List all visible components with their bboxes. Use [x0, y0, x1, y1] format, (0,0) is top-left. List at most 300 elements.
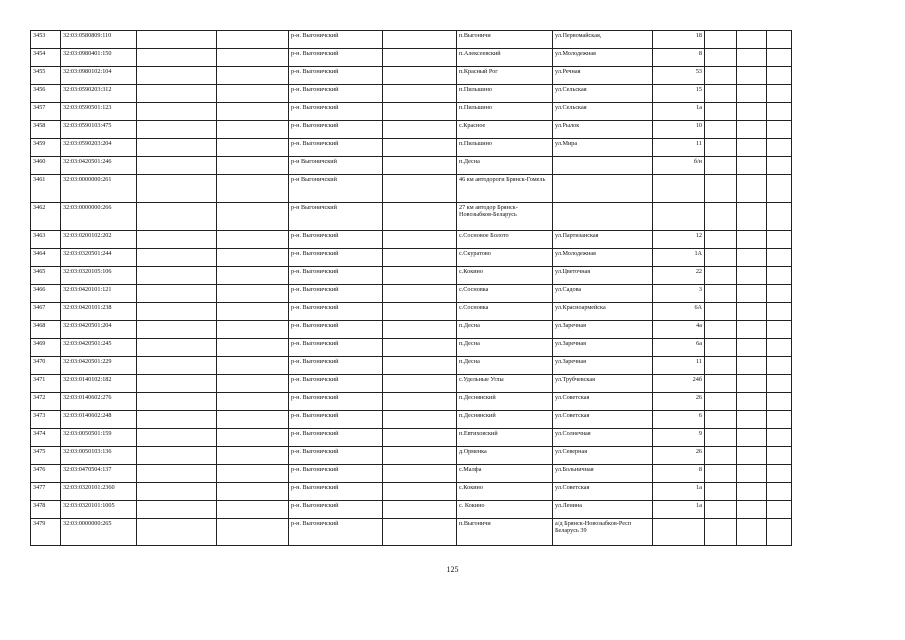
- cell-empty: [137, 303, 217, 321]
- cell-empty: [383, 267, 457, 285]
- cell-empty: [383, 121, 457, 139]
- cell-empty: [737, 249, 767, 267]
- cell-empty: [767, 411, 792, 429]
- cell-empty: [737, 393, 767, 411]
- cell-locality: п.Десна: [457, 357, 553, 375]
- cell-empty: [705, 85, 737, 103]
- cell-empty: [217, 285, 289, 303]
- table-row: [31, 393, 792, 411]
- cell-cadastral-number: 32:03:0320101:2360: [61, 483, 137, 501]
- cell-house-number: 6А: [653, 303, 705, 321]
- cell-empty: [137, 31, 217, 49]
- cell-house-number: 1а: [653, 501, 705, 519]
- cell-street: [553, 157, 653, 175]
- cell-empty: [767, 139, 792, 157]
- cell-empty: [767, 339, 792, 357]
- cell-empty: [737, 203, 767, 231]
- cell-empty: [705, 429, 737, 447]
- cell-empty: [737, 85, 767, 103]
- cell-cadastral-number: 32:03:0140602:248: [61, 411, 137, 429]
- cell-empty: [137, 357, 217, 375]
- cell-house-number: 8: [653, 465, 705, 483]
- cell-street: ул.Сельская: [553, 85, 653, 103]
- cell-empty: [705, 103, 737, 121]
- cell-empty: [217, 465, 289, 483]
- table-row: [31, 519, 792, 546]
- cell-street: ул.Сельская: [553, 103, 653, 121]
- cell-house-number: 11: [653, 139, 705, 157]
- cell-empty: [705, 501, 737, 519]
- cell-row-number: 3467: [31, 303, 61, 321]
- cell-empty: [217, 85, 289, 103]
- cell-empty: [383, 375, 457, 393]
- cell-empty: [383, 175, 457, 203]
- cell-empty: [767, 519, 792, 546]
- cell-empty: [383, 67, 457, 85]
- cell-empty: [737, 175, 767, 203]
- cell-row-number: 3463: [31, 231, 61, 249]
- table-row: [31, 139, 792, 157]
- cell-empty: [737, 285, 767, 303]
- cell-empty: [705, 375, 737, 393]
- cell-district: р-н. Выгоничский: [289, 267, 383, 285]
- cell-district: р-н. Выгоничский: [289, 519, 383, 546]
- cell-cadastral-number: 32:03:0320501:244: [61, 249, 137, 267]
- cell-empty: [383, 203, 457, 231]
- cell-empty: [383, 249, 457, 267]
- cell-empty: [705, 249, 737, 267]
- cell-empty: [217, 339, 289, 357]
- cell-empty: [767, 285, 792, 303]
- cell-empty: [767, 267, 792, 285]
- cell-locality: п.Выгоничи: [457, 31, 553, 49]
- cell-district: р-н. Выгоничский: [289, 303, 383, 321]
- cell-empty: [737, 121, 767, 139]
- cell-district: р-н. Выгоничский: [289, 285, 383, 303]
- cell-house-number: 3: [653, 285, 705, 303]
- cell-empty: [737, 67, 767, 85]
- table-row: [31, 285, 792, 303]
- cell-empty: [137, 447, 217, 465]
- cell-empty: [383, 285, 457, 303]
- cell-street: ул.Больничная: [553, 465, 653, 483]
- cell-empty: [737, 465, 767, 483]
- table-row: [31, 67, 792, 85]
- cell-row-number: 3464: [31, 249, 61, 267]
- table-row: [31, 121, 792, 139]
- cell-street: ул.Советская: [553, 483, 653, 501]
- cell-row-number: 3454: [31, 49, 61, 67]
- cell-street: ул.Мира: [553, 139, 653, 157]
- cell-district: р-н. Выгоничский: [289, 357, 383, 375]
- cell-house-number: 12: [653, 231, 705, 249]
- cell-district: р-н. Выгоничский: [289, 121, 383, 139]
- cell-empty: [137, 375, 217, 393]
- cell-empty: [737, 49, 767, 67]
- cell-empty: [767, 447, 792, 465]
- cell-street: ул.Заречная: [553, 321, 653, 339]
- cell-cadastral-number: 32:03:0470504:137: [61, 465, 137, 483]
- table-row: [31, 203, 792, 231]
- cell-empty: [383, 231, 457, 249]
- cell-house-number: б/н: [653, 157, 705, 175]
- cell-locality: 27 км автодор Брянск-Новозыбков-Беларусь: [457, 203, 553, 231]
- cell-empty: [137, 339, 217, 357]
- cell-district: р-н. Выгоничский: [289, 103, 383, 121]
- cell-locality: с.Красное: [457, 121, 553, 139]
- cell-locality: п.Десна: [457, 157, 553, 175]
- cell-house-number: 22: [653, 267, 705, 285]
- cell-empty: [767, 393, 792, 411]
- cell-row-number: 3459: [31, 139, 61, 157]
- cell-empty: [767, 375, 792, 393]
- table-row: [31, 103, 792, 121]
- cell-house-number: 6: [653, 411, 705, 429]
- cell-house-number: 1А: [653, 249, 705, 267]
- cell-cadastral-number: 32:03:0000000:261: [61, 175, 137, 203]
- cell-cadastral-number: 32:03:0140602:276: [61, 393, 137, 411]
- cell-empty: [217, 249, 289, 267]
- cell-cadastral-number: 32:03:0320105:106: [61, 267, 137, 285]
- cell-empty: [217, 67, 289, 85]
- table-row: [31, 483, 792, 501]
- cell-empty: [705, 31, 737, 49]
- cell-district: р-н Выгоничский: [289, 157, 383, 175]
- cell-empty: [767, 121, 792, 139]
- cell-locality: п.Пильшино: [457, 139, 553, 157]
- cell-empty: [383, 483, 457, 501]
- cell-empty: [217, 303, 289, 321]
- cell-empty: [737, 519, 767, 546]
- cell-empty: [705, 519, 737, 546]
- cell-district: р-н. Выгоничский: [289, 411, 383, 429]
- cell-locality: с.Кокино: [457, 267, 553, 285]
- cell-empty: [767, 85, 792, 103]
- cell-row-number: 3461: [31, 175, 61, 203]
- cell-empty: [705, 321, 737, 339]
- cell-house-number: 9: [653, 429, 705, 447]
- cell-house-number: [653, 175, 705, 203]
- cell-cadastral-number: 32:03:0320101:1005: [61, 501, 137, 519]
- cell-empty: [737, 267, 767, 285]
- cell-empty: [737, 357, 767, 375]
- cell-locality: п.Евтиховский: [457, 429, 553, 447]
- cell-district: р-н. Выгоничский: [289, 429, 383, 447]
- cell-empty: [383, 519, 457, 546]
- cell-empty: [137, 67, 217, 85]
- cell-cadastral-number: 32:03:0420501:229: [61, 357, 137, 375]
- page-number: 125: [446, 565, 459, 574]
- register-table: [30, 30, 792, 546]
- table-row: [31, 321, 792, 339]
- cell-empty: [767, 429, 792, 447]
- cell-empty: [705, 465, 737, 483]
- cell-row-number: 3474: [31, 429, 61, 447]
- cell-cadastral-number: 32:03:0000000:266: [61, 203, 137, 231]
- cell-empty: [737, 411, 767, 429]
- cell-empty: [217, 267, 289, 285]
- cell-cadastral-number: 32:03:0590501:123: [61, 103, 137, 121]
- cell-empty: [217, 357, 289, 375]
- cell-empty: [767, 249, 792, 267]
- cell-row-number: 3470: [31, 357, 61, 375]
- table-row: [31, 249, 792, 267]
- cell-empty: [383, 49, 457, 67]
- cell-empty: [767, 103, 792, 121]
- cell-empty: [217, 501, 289, 519]
- cell-house-number: [653, 203, 705, 231]
- cell-street: ул.Заречная: [553, 339, 653, 357]
- cell-empty: [737, 157, 767, 175]
- cell-street: ул.Советская: [553, 411, 653, 429]
- cell-house-number: 1а: [653, 103, 705, 121]
- cell-empty: [137, 465, 217, 483]
- cell-empty: [383, 411, 457, 429]
- cell-locality: с.Сосновка: [457, 285, 553, 303]
- cell-empty: [137, 139, 217, 157]
- cell-empty: [767, 357, 792, 375]
- cell-cadastral-number: 32:03:0980401:150: [61, 49, 137, 67]
- cell-cadastral-number: 32:03:0580809:110: [61, 31, 137, 49]
- cell-empty: [737, 103, 767, 121]
- cell-empty: [217, 375, 289, 393]
- cell-locality: с.Сосновка: [457, 303, 553, 321]
- cell-empty: [767, 321, 792, 339]
- cell-empty: [137, 411, 217, 429]
- cell-locality: с.Кокино: [457, 483, 553, 501]
- cell-empty: [737, 429, 767, 447]
- cell-empty: [383, 501, 457, 519]
- cell-empty: [383, 357, 457, 375]
- cell-empty: [137, 103, 217, 121]
- cell-empty: [137, 393, 217, 411]
- cell-empty: [767, 67, 792, 85]
- cell-empty: [767, 157, 792, 175]
- cell-empty: [705, 357, 737, 375]
- cell-row-number: 3462: [31, 203, 61, 231]
- cell-empty: [217, 139, 289, 157]
- cell-house-number: 15: [653, 85, 705, 103]
- cell-empty: [767, 203, 792, 231]
- table-row: [31, 339, 792, 357]
- cell-empty: [705, 447, 737, 465]
- table-row: [31, 85, 792, 103]
- cell-cadastral-number: 32:03:0140102:182: [61, 375, 137, 393]
- cell-district: р-н. Выгоничский: [289, 249, 383, 267]
- cell-street: а/д Брянск-Новозыбков-Респ Беларусь 39: [553, 519, 653, 546]
- cell-empty: [383, 103, 457, 121]
- cell-empty: [383, 393, 457, 411]
- cell-district: р-н. Выгоничский: [289, 483, 383, 501]
- cell-empty: [705, 285, 737, 303]
- cell-street: ул.Северная: [553, 447, 653, 465]
- cell-empty: [705, 411, 737, 429]
- cell-cadastral-number: 32:03:0420501:204: [61, 321, 137, 339]
- cell-street: ул.Красноармейска: [553, 303, 653, 321]
- cell-locality: п.Десна: [457, 321, 553, 339]
- cell-empty: [767, 49, 792, 67]
- cell-empty: [217, 103, 289, 121]
- cell-empty: [767, 483, 792, 501]
- table-row: [31, 411, 792, 429]
- cell-street: ул.Советская: [553, 393, 653, 411]
- cell-street: ул.Молодежная: [553, 249, 653, 267]
- table-row: [31, 31, 792, 49]
- cell-empty: [383, 303, 457, 321]
- table-row: [31, 267, 792, 285]
- table-row: [31, 447, 792, 465]
- cell-empty: [737, 321, 767, 339]
- cell-cadastral-number: 32:03:0420101:121: [61, 285, 137, 303]
- cell-empty: [217, 175, 289, 203]
- cell-empty: [705, 49, 737, 67]
- cell-district: р-н. Выгоничский: [289, 501, 383, 519]
- cell-empty: [383, 31, 457, 49]
- cell-locality: с.Малфа: [457, 465, 553, 483]
- table-row: [31, 357, 792, 375]
- cell-empty: [767, 465, 792, 483]
- cell-empty: [217, 31, 289, 49]
- cell-row-number: 3468: [31, 321, 61, 339]
- cell-house-number: 10: [653, 121, 705, 139]
- cell-empty: [705, 203, 737, 231]
- table-row: [31, 465, 792, 483]
- cell-house-number: 8: [653, 49, 705, 67]
- cell-street: ул.Ленина: [553, 501, 653, 519]
- cell-empty: [137, 321, 217, 339]
- cell-empty: [705, 139, 737, 157]
- cell-locality: с. Кокино: [457, 501, 553, 519]
- cell-empty: [137, 157, 217, 175]
- cell-row-number: 3458: [31, 121, 61, 139]
- cell-cadastral-number: 32:03:0980102:104: [61, 67, 137, 85]
- cell-empty: [217, 121, 289, 139]
- cell-district: р-н. Выгоничский: [289, 31, 383, 49]
- cell-row-number: 3471: [31, 375, 61, 393]
- cell-house-number: [653, 519, 705, 546]
- cell-empty: [137, 231, 217, 249]
- cell-empty: [217, 429, 289, 447]
- cell-empty: [383, 465, 457, 483]
- cell-empty: [137, 85, 217, 103]
- cell-empty: [137, 483, 217, 501]
- cell-district: р-н. Выгоничский: [289, 339, 383, 357]
- cell-row-number: 3472: [31, 393, 61, 411]
- table-row: [31, 303, 792, 321]
- cell-district: р-н. Выгоничский: [289, 393, 383, 411]
- cell-cadastral-number: 32:03:0420101:238: [61, 303, 137, 321]
- cell-empty: [705, 483, 737, 501]
- cell-street: ул.Партизанская: [553, 231, 653, 249]
- cell-street: ул.Цветочная: [553, 267, 653, 285]
- cell-empty: [705, 175, 737, 203]
- cell-row-number: 3478: [31, 501, 61, 519]
- cell-street: ул.Рылок: [553, 121, 653, 139]
- cell-cadastral-number: 32:03:0590203:204: [61, 139, 137, 157]
- cell-empty: [737, 483, 767, 501]
- cell-empty: [137, 285, 217, 303]
- cell-house-number: 53: [653, 67, 705, 85]
- cell-row-number: 3479: [31, 519, 61, 546]
- cell-street: ул.Заречная: [553, 357, 653, 375]
- cell-cadastral-number: 32:03:0050103:136: [61, 447, 137, 465]
- cell-empty: [737, 139, 767, 157]
- cell-district: р-н. Выгоничский: [289, 85, 383, 103]
- cell-cadastral-number: 32:03:0590103:475: [61, 121, 137, 139]
- cell-empty: [383, 85, 457, 103]
- cell-locality: с.Сосновое Болото: [457, 231, 553, 249]
- cell-row-number: 3460: [31, 157, 61, 175]
- cell-empty: [217, 447, 289, 465]
- cell-empty: [767, 31, 792, 49]
- cell-empty: [137, 267, 217, 285]
- table-row: [31, 231, 792, 249]
- cell-street: ул.Молодежная: [553, 49, 653, 67]
- cell-district: р-н Выгоничский: [289, 203, 383, 231]
- cell-house-number: 24б: [653, 375, 705, 393]
- cell-cadastral-number: 32:03:0590203:312: [61, 85, 137, 103]
- cell-empty: [217, 49, 289, 67]
- cell-cadastral-number: 32:03:0420501:246: [61, 157, 137, 175]
- cell-empty: [737, 501, 767, 519]
- cell-locality: 46 км автодороги Брянск-Гомель: [457, 175, 553, 203]
- cell-empty: [383, 339, 457, 357]
- cell-locality: д.Орменка: [457, 447, 553, 465]
- cell-street: [553, 203, 653, 231]
- cell-street: [553, 175, 653, 203]
- cell-empty: [217, 411, 289, 429]
- cell-locality: п.Деснянский: [457, 393, 553, 411]
- cell-empty: [383, 429, 457, 447]
- cell-cadastral-number: 32:03:0420501:245: [61, 339, 137, 357]
- cell-empty: [137, 501, 217, 519]
- cell-locality: п.Пильшино: [457, 103, 553, 121]
- cell-empty: [737, 31, 767, 49]
- table-row: [31, 157, 792, 175]
- cell-district: р-н. Выгоничский: [289, 67, 383, 85]
- cell-empty: [217, 483, 289, 501]
- cell-empty: [137, 175, 217, 203]
- cell-empty: [217, 393, 289, 411]
- cell-row-number: 3457: [31, 103, 61, 121]
- cell-cadastral-number: 32:03:0050501:159: [61, 429, 137, 447]
- cell-empty: [137, 429, 217, 447]
- cell-cadastral-number: 32:03:0200102:202: [61, 231, 137, 249]
- cell-empty: [705, 303, 737, 321]
- cell-street: ул.Первомайская,: [553, 31, 653, 49]
- cell-empty: [705, 267, 737, 285]
- cell-street: ул.Речная: [553, 67, 653, 85]
- cell-row-number: 3476: [31, 465, 61, 483]
- cell-row-number: 3473: [31, 411, 61, 429]
- cell-empty: [705, 231, 737, 249]
- cell-empty: [137, 49, 217, 67]
- cell-locality: п.Алексеевский: [457, 49, 553, 67]
- register-body: [31, 31, 792, 546]
- cell-empty: [737, 339, 767, 357]
- cell-locality: п.Деснянский: [457, 411, 553, 429]
- cell-empty: [137, 519, 217, 546]
- cell-empty: [217, 157, 289, 175]
- cell-district: р-н. Выгоничский: [289, 321, 383, 339]
- cell-house-number: 26: [653, 393, 705, 411]
- cell-district: р-н. Выгоничский: [289, 139, 383, 157]
- cell-district: р-н. Выгоничский: [289, 231, 383, 249]
- cell-empty: [767, 175, 792, 203]
- cell-empty: [705, 393, 737, 411]
- cell-house-number: 6а: [653, 339, 705, 357]
- cell-row-number: 3466: [31, 285, 61, 303]
